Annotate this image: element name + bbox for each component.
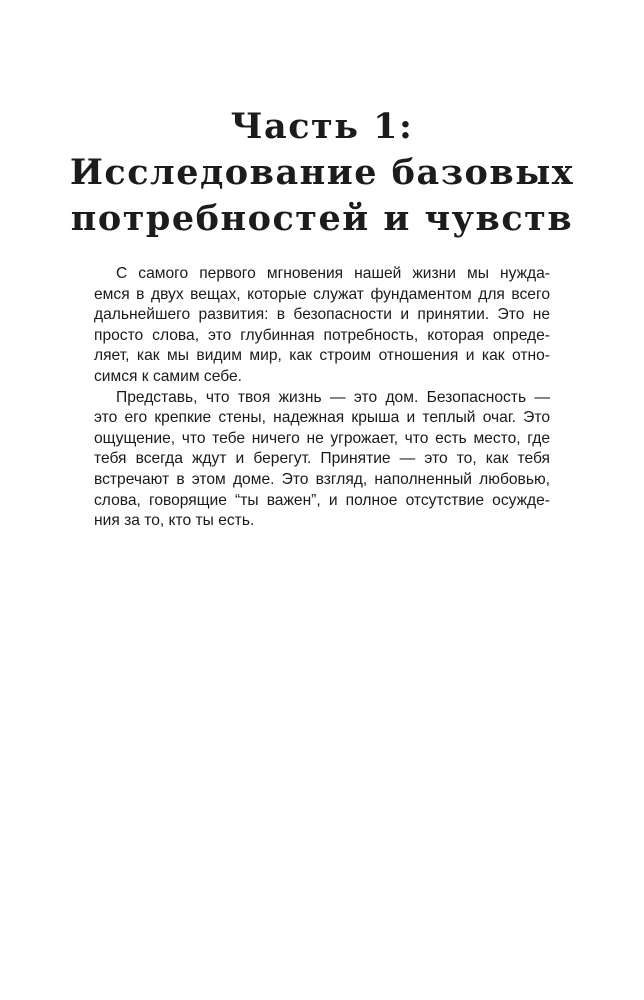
text-line: встречают в этом доме. Это взгляд, наполненный любовью,	[94, 470, 550, 488]
text-line: Представь, что твоя жизнь — это дом. Безопасность —	[116, 388, 550, 406]
text-line: это его крепкие стены, надежная крыша и теплый очаг. Это	[94, 409, 550, 427]
text-line: дальнейшего развития: в безопасности и принятии. Это не	[94, 306, 550, 324]
text-line: просто слова, это глубинная потребность, которая опреде-	[94, 326, 550, 344]
text-line: слова, говорящие “ты важен”, и полное отсутствие осужде-	[94, 491, 550, 509]
text-line: емся в двух вещах, которые служат фундаментом для всего	[94, 285, 550, 303]
chapter-title	[60, 104, 584, 242]
chapter-title-line: потребностей и чувств	[70, 198, 574, 239]
text-line: ощущение, что тебе ничего не угрожает, что есть место, где	[94, 429, 550, 447]
chapter-title-line: Исследование базовых	[69, 152, 575, 193]
text-line: тебя всегда ждут и берегут. Принятие — это то, как тебя	[94, 450, 550, 468]
paragraph-1	[94, 264, 550, 388]
text-line: С самого первого мгновения нашей жизни мы нужда-	[116, 265, 550, 282]
text-line: симся к самим себе.	[94, 367, 242, 385]
text-line: ния за то, кто ты есть.	[94, 512, 255, 530]
text-line: ляет, как мы видим мир, как строим отношения и как отно-	[94, 347, 550, 365]
body-text	[94, 264, 550, 532]
paragraph-2	[94, 388, 550, 532]
chapter-title-line: Часть 1:	[230, 106, 414, 147]
